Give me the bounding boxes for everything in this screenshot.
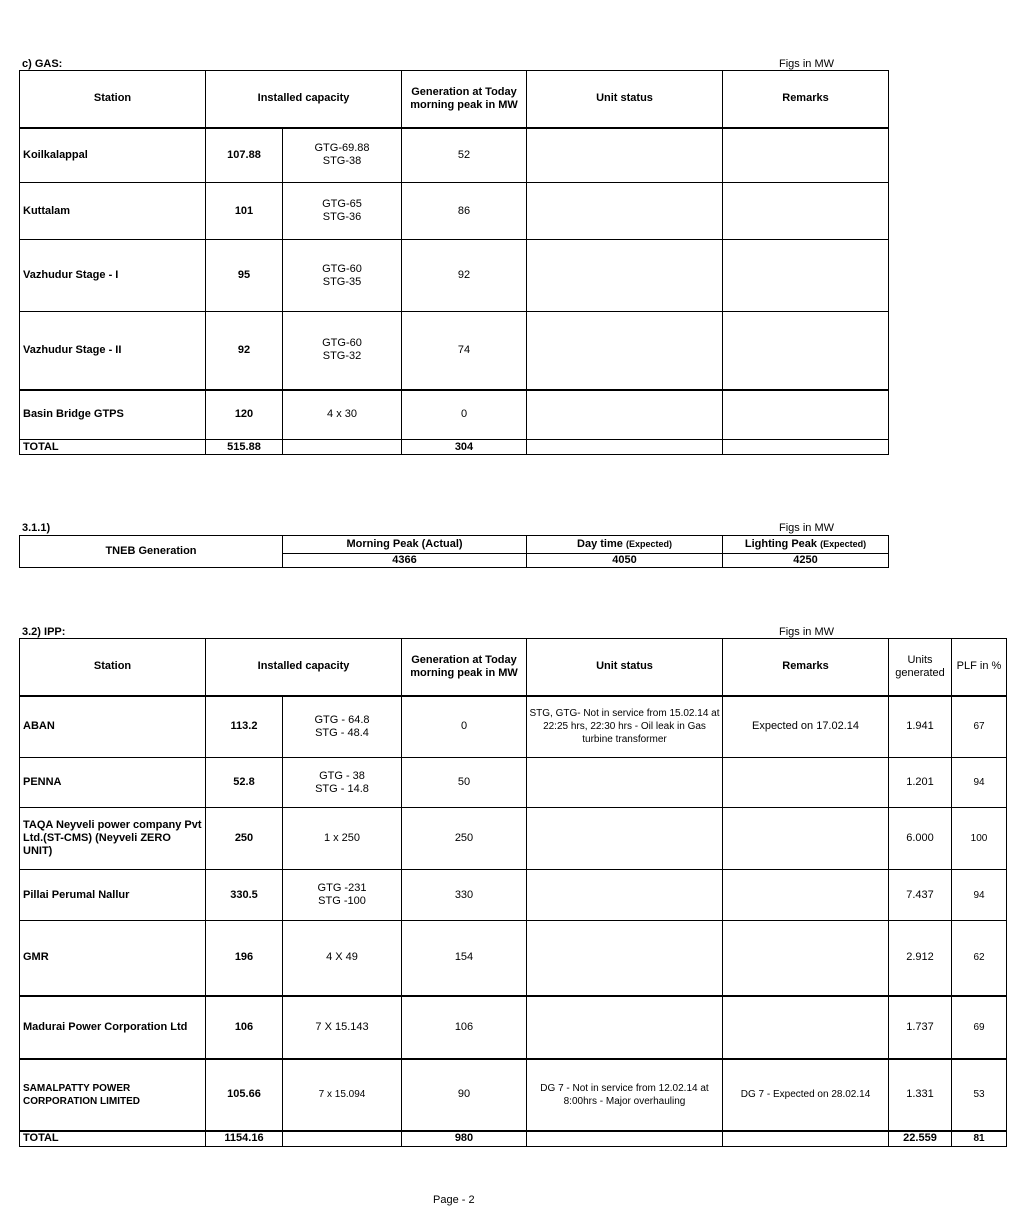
unit-breakdown-line2: STG -100: [318, 895, 366, 907]
generation-value: 86: [402, 183, 527, 240]
unit-breakdown: [283, 996, 402, 1059]
remarks: Expected on 17.02.14: [723, 696, 889, 758]
station-name: Kuttalam: [20, 183, 206, 240]
units-generated: 1.331: [889, 1059, 952, 1131]
station-name: TAQA Neyveli power company Pvt Ltd.(ST-CMS) (Neyveli ZERO UNIT): [20, 808, 206, 870]
generation-value: 0: [402, 390, 527, 440]
table-row: [20, 1059, 1007, 1131]
unit-status: [527, 758, 723, 808]
empty-cell: [723, 1131, 889, 1147]
units-generated: 2.912: [889, 921, 952, 996]
ipp-header-remarks: Remarks: [723, 639, 889, 696]
station-name: ABAN: [20, 696, 206, 758]
remarks: [723, 390, 889, 440]
total-capacity: 1154.16: [206, 1131, 283, 1147]
unit-status: [527, 808, 723, 870]
generation-value: 52: [402, 128, 527, 183]
table-row: [20, 996, 1007, 1059]
unit-breakdown-line1: 4 X 49: [326, 951, 358, 964]
table-row: [20, 312, 889, 390]
remarks: [723, 240, 889, 312]
empty-cell: [283, 440, 402, 455]
remarks: [723, 808, 889, 870]
generation-value: 74: [402, 312, 527, 390]
unit-status: [527, 390, 723, 440]
generation-value: 90: [402, 1059, 527, 1131]
table-row: [20, 128, 889, 183]
ipp-header-units-generated: Units generated: [889, 639, 952, 696]
installed-capacity: 250: [206, 808, 283, 870]
unit-breakdown-line1: GTG-60: [322, 262, 362, 275]
gas-header-unit-status: Unit status: [527, 71, 723, 128]
units-generated: 1.201: [889, 758, 952, 808]
table-row: [20, 183, 889, 240]
unit-breakdown-line2: STG - 48.4: [315, 726, 369, 739]
gas-header-installed-capacity: Installed capacity: [206, 71, 402, 128]
installed-capacity: 106: [206, 996, 283, 1059]
day-time-label-text: Day time: [577, 538, 623, 550]
total-label: TOTAL: [20, 440, 206, 455]
morning-peak-value: 4366: [283, 554, 527, 568]
total-label: TOTAL: [20, 1131, 206, 1147]
unit-status: [527, 183, 723, 240]
day-time-qualifier: (Expected): [625, 539, 672, 549]
unit-breakdown-line1: GTG - 38: [319, 769, 365, 782]
unit-breakdown-line1: GTG-69.88: [314, 142, 370, 155]
plf-value: 67: [952, 696, 1007, 758]
unit-breakdown: [283, 128, 402, 183]
ipp-header-plf: PLF in %: [952, 639, 1007, 696]
tneb-generation-label: TNEB Generation: [20, 536, 283, 568]
gas-section-title: c) GAS:: [22, 58, 63, 70]
morning-peak-label: Morning Peak (Actual): [283, 536, 527, 554]
generation-value: 330: [402, 870, 527, 921]
plf-value: 100: [952, 808, 1007, 870]
plf-value: 53: [952, 1059, 1007, 1131]
installed-capacity: 107.88: [206, 128, 283, 183]
unit-breakdown: [283, 808, 402, 870]
unit-status: STG, GTG- Not in service from 15.02.14 at 22:25 hrs, 22:30 hrs - Oil leak in Gas turbine transformer: [527, 696, 723, 758]
generation-value: 106: [402, 996, 527, 1059]
installed-capacity: 113.2: [206, 696, 283, 758]
gas-header-station: Station: [20, 71, 206, 128]
unit-breakdown: [283, 240, 402, 312]
unit-breakdown-line1: GTG - 64.8: [314, 713, 370, 726]
installed-capacity: 101: [206, 183, 283, 240]
unit-breakdown-line1: GTG-65: [322, 198, 362, 210]
unit-breakdown: [283, 921, 402, 996]
plf-value: 94: [952, 870, 1007, 921]
table-row: [20, 808, 1007, 870]
unit-breakdown-line1: 4 x 30: [327, 408, 357, 421]
remarks: [723, 128, 889, 183]
unit-breakdown: [283, 312, 402, 390]
unit-status: [527, 312, 723, 390]
plf-value: 94: [952, 758, 1007, 808]
day-time-label: [527, 536, 723, 554]
installed-capacity: 330.5: [206, 870, 283, 921]
unit-status: [527, 870, 723, 921]
unit-breakdown-line2: STG-38: [322, 155, 362, 168]
generation-value: 0: [402, 696, 527, 758]
installed-capacity: 52.8: [206, 758, 283, 808]
unit-breakdown-line1: GTG-60: [322, 337, 362, 350]
remarks: [723, 921, 889, 996]
ipp-header-station: Station: [20, 639, 206, 696]
table-row: [20, 758, 1007, 808]
ipp-header-generation: Generation at Today morning peak in MW: [402, 639, 527, 696]
generation-value: 50: [402, 758, 527, 808]
installed-capacity: 196: [206, 921, 283, 996]
tneb-section-title: 3.1.1): [22, 522, 51, 534]
unit-breakdown-line1: 1 x 250: [323, 832, 361, 844]
remarks: DG 7 - Expected on 28.02.14: [723, 1059, 889, 1131]
lighting-peak-qualifier: (Expected): [820, 539, 867, 549]
station-name: PENNA: [20, 758, 206, 808]
table-row: [20, 870, 1007, 921]
empty-cell: [723, 440, 889, 455]
unit-breakdown: [283, 758, 402, 808]
unit-breakdown: [283, 183, 402, 240]
total-row: [20, 440, 889, 455]
remarks: [723, 312, 889, 390]
unit-breakdown-line1: 7 X 15.143: [315, 1020, 369, 1033]
unit-breakdown-line2: STG-35: [322, 275, 362, 288]
installed-capacity: 92: [206, 312, 283, 390]
remarks: [723, 183, 889, 240]
installed-capacity: 120: [206, 390, 283, 440]
empty-cell: [527, 440, 723, 455]
lighting-peak-label-text: Lighting Peak: [744, 538, 818, 550]
page-number: Page - 2: [433, 1194, 475, 1206]
unit-breakdown: [283, 870, 402, 921]
ipp-header-installed-capacity: Installed capacity: [206, 639, 402, 696]
tneb-figs-unit: Figs in MW: [779, 522, 834, 534]
unit-breakdown: [283, 1059, 402, 1131]
gas-header-remarks: Remarks: [723, 71, 889, 128]
tneb-table: [19, 535, 889, 568]
unit-breakdown-line1: GTG -231: [317, 882, 367, 894]
ipp-section-title: 3.2) IPP:: [22, 626, 66, 638]
station-name: Pillai Perumal Nallur: [20, 870, 206, 921]
table-row: [20, 696, 1007, 758]
table-row: [20, 921, 1007, 996]
total-generation: 980: [402, 1131, 527, 1147]
plf-value: 62: [952, 921, 1007, 996]
station-name: Vazhudur Stage - I: [20, 240, 206, 312]
installed-capacity: 105.66: [206, 1059, 283, 1131]
lighting-peak-value: 4250: [723, 554, 889, 568]
remarks: [723, 758, 889, 808]
generation-value: 154: [402, 921, 527, 996]
total-plf: 81: [952, 1131, 1007, 1147]
units-generated: 1.941: [889, 696, 952, 758]
station-name: GMR: [20, 921, 206, 996]
generation-value: 250: [402, 808, 527, 870]
table-row: [20, 390, 889, 440]
empty-cell: [527, 1131, 723, 1147]
unit-status: [527, 240, 723, 312]
day-time-value: 4050: [527, 554, 723, 568]
unit-breakdown-line2: STG - 14.8: [315, 782, 369, 795]
table-row: [20, 240, 889, 312]
units-generated: 1.737: [889, 996, 952, 1059]
station-name: SAMALPATTY POWER CORPORATION LIMITED: [20, 1059, 206, 1131]
ipp-header-unit-status: Unit status: [527, 639, 723, 696]
total-units-generated: 22.559: [889, 1131, 952, 1147]
remarks: [723, 870, 889, 921]
unit-status: DG 7 - Not in service from 12.02.14 at 8:00hrs - Major overhauling: [527, 1059, 723, 1131]
unit-status: [527, 996, 723, 1059]
gas-table: [19, 70, 889, 455]
ipp-figs-unit: Figs in MW: [779, 626, 834, 638]
station-name: Vazhudur Stage - II: [20, 312, 206, 390]
unit-breakdown: [283, 390, 402, 440]
empty-cell: [283, 1131, 402, 1147]
unit-status: [527, 128, 723, 183]
unit-status: [527, 921, 723, 996]
gas-figs-unit: Figs in MW: [779, 58, 834, 70]
ipp-table: [19, 638, 1007, 1147]
station-name: Koilkalappal: [20, 128, 206, 183]
total-capacity: 515.88: [206, 440, 283, 455]
unit-breakdown-line1: 7 x 15.094: [318, 1089, 366, 1100]
units-generated: 7.437: [889, 870, 952, 921]
total-generation: 304: [402, 440, 527, 455]
remarks: [723, 996, 889, 1059]
unit-breakdown: [283, 696, 402, 758]
gas-header-generation: Generation at Today morning peak in MW: [402, 71, 527, 128]
installed-capacity: 95: [206, 240, 283, 312]
plf-value: 69: [952, 996, 1007, 1059]
unit-breakdown-line2: STG-36: [322, 211, 362, 223]
total-row: [20, 1131, 1007, 1147]
station-name: Basin Bridge GTPS: [20, 390, 206, 440]
units-generated: 6.000: [889, 808, 952, 870]
station-name: Madurai Power Corporation Ltd: [20, 996, 206, 1059]
unit-breakdown-line2: STG-32: [322, 350, 362, 363]
generation-value: 92: [402, 240, 527, 312]
lighting-peak-label: [723, 536, 889, 554]
